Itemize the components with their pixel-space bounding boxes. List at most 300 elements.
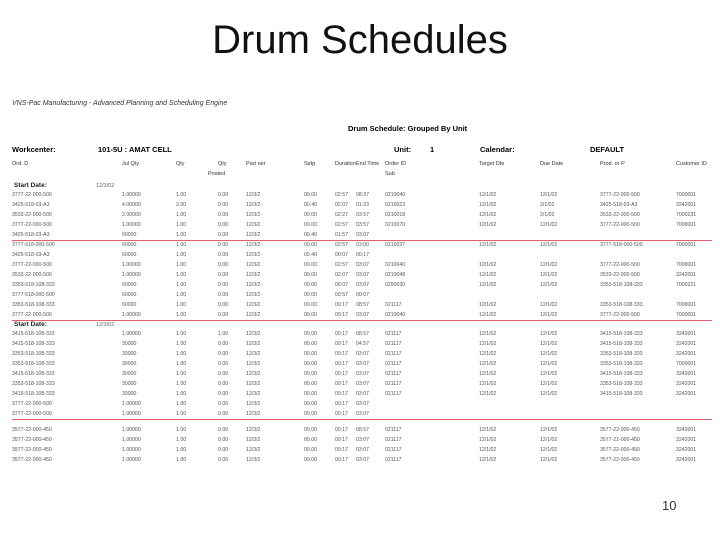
table-cell: 03:07 bbox=[356, 351, 369, 357]
table-row bbox=[12, 221, 712, 231]
company-header: VNS-Pac Manufacturing - Advanced Planning and Scheduling Engine bbox=[12, 100, 228, 107]
table-cell: 0.00 bbox=[218, 381, 229, 387]
table-cell: 12/3/2 bbox=[246, 447, 261, 453]
table-cell: 12/1/02 bbox=[479, 262, 497, 268]
start-date-label: Start Date: bbox=[14, 321, 47, 328]
table-cell: 12/1/02 bbox=[540, 331, 558, 337]
table-cell: 0210040 bbox=[385, 312, 406, 318]
table-cell: 0.00 bbox=[218, 192, 229, 198]
table-cell: 3425-518-03-A3 bbox=[600, 202, 638, 208]
table-cell: 00.40 bbox=[304, 232, 317, 238]
table-cell: 00.00 bbox=[304, 292, 317, 298]
table-cell: 00:17 bbox=[335, 381, 348, 387]
table-cell: 08:37 bbox=[356, 192, 369, 198]
table-row bbox=[12, 251, 712, 261]
column-header: End Time bbox=[356, 161, 380, 167]
table-cell: 60000 bbox=[122, 282, 137, 288]
table-cell: 3577-22-000-450 bbox=[600, 437, 640, 443]
table-cell: 00.00 bbox=[304, 341, 317, 347]
table-cell: 3242001 bbox=[676, 331, 697, 337]
column-header: Customer ID bbox=[676, 161, 707, 167]
table-cell: 30000 bbox=[122, 381, 137, 387]
column-header: Target Dte bbox=[479, 161, 505, 167]
table-cell: 021117 bbox=[385, 371, 402, 377]
table-cell: 12/1/02 bbox=[479, 212, 497, 218]
table-cell: 60000 bbox=[122, 242, 137, 248]
table-cell: 03:07 bbox=[356, 411, 369, 417]
table-cell: 0.00 bbox=[218, 371, 229, 377]
table-cell: 3425-518-03-A3 bbox=[12, 252, 50, 258]
table-cell: 3777-22-000-500 bbox=[12, 222, 52, 228]
table-cell: 021117 bbox=[385, 331, 402, 337]
table-cell: 30000 bbox=[122, 341, 137, 347]
table-row bbox=[12, 446, 712, 456]
table-cell: 03:07 bbox=[356, 312, 369, 318]
table-cell: 12/3/2 bbox=[246, 361, 261, 367]
table-cell: 08:57 bbox=[356, 427, 369, 433]
table-cell: 021117 bbox=[385, 351, 402, 357]
table-cell: 08:57 bbox=[356, 331, 369, 337]
table-cell: 12/1/02 bbox=[479, 457, 497, 463]
table-cell: 00.00 bbox=[304, 242, 317, 248]
table-cell: 021117 bbox=[385, 447, 402, 453]
table-cell: 2.00000 bbox=[122, 212, 141, 218]
table-cell: 3353-518-108-333 bbox=[600, 302, 643, 308]
table-cell: 3415-518-108-333 bbox=[600, 331, 643, 337]
table-cell: 12/1/02 bbox=[540, 341, 558, 347]
table-cell: 03:07 bbox=[356, 437, 369, 443]
table-cell: 00.00 bbox=[304, 427, 317, 433]
column-header: Qty bbox=[218, 161, 227, 167]
table-cell: 1.00 bbox=[176, 292, 187, 298]
table-cell: 1.00 bbox=[176, 381, 187, 387]
table-cell: 3353-518-108-333 bbox=[600, 282, 643, 288]
table-cell: 02:07 bbox=[335, 272, 348, 278]
table-cell: 00:17 bbox=[335, 437, 348, 443]
table-cell: 12/1/02 bbox=[540, 427, 558, 433]
table-cell: 30000 bbox=[122, 361, 137, 367]
table-cell: 12/1/02 bbox=[479, 447, 497, 453]
table-cell: 12/1/02 bbox=[479, 361, 497, 367]
table-cell: 3242001 bbox=[676, 371, 697, 377]
table-cell: 03:07 bbox=[356, 381, 369, 387]
workcenter-value: 101-5U : AMAT CELL bbox=[98, 145, 172, 154]
table-cell: 60000 bbox=[122, 302, 137, 308]
table-cell: 7000001 bbox=[676, 192, 697, 198]
table-cell: 00:17 bbox=[335, 351, 348, 357]
table-cell: 2/1/02 bbox=[540, 202, 555, 208]
table-cell: 12/3/2 bbox=[246, 381, 261, 387]
table-cell: 0.00 bbox=[218, 437, 229, 443]
table-cell: 12/3/2 bbox=[246, 331, 261, 337]
table-cell: 12/1/02 bbox=[540, 242, 558, 248]
table-cell: 3242001 bbox=[676, 381, 697, 387]
table-cell: 03:07 bbox=[356, 371, 369, 377]
start-date-value: 12/3/02 bbox=[96, 322, 115, 328]
table-cell: 12/1/02 bbox=[540, 361, 558, 367]
table-cell: 0.00 bbox=[218, 312, 229, 318]
table-cell: 0.00 bbox=[218, 411, 229, 417]
table-cell: 12/1/02 bbox=[540, 222, 558, 228]
table-row bbox=[12, 380, 712, 390]
table-cell: 0.00 bbox=[218, 361, 229, 367]
table-cell: 00.00 bbox=[304, 361, 317, 367]
table-cell: 1.00000 bbox=[122, 312, 141, 318]
table-cell: 12/1/02 bbox=[479, 242, 497, 248]
calendar-value: DEFAULT bbox=[590, 145, 625, 154]
table-cell: 12/1/02 bbox=[479, 341, 497, 347]
table-cell: 3577-22-000-450 bbox=[12, 447, 52, 453]
table-cell: 00.00 bbox=[304, 401, 317, 407]
table-cell: 7000221 bbox=[676, 282, 697, 288]
table-cell: 0.00 bbox=[218, 351, 229, 357]
table-cell: 12/3/2 bbox=[246, 282, 261, 288]
table-cell: 0.00 bbox=[218, 212, 229, 218]
table-row bbox=[12, 370, 712, 380]
table-cell: 12/1/02 bbox=[479, 302, 497, 308]
table-cell: 12/1/02 bbox=[479, 192, 497, 198]
table-cell: 0290030 bbox=[385, 282, 406, 288]
table-cell: 12/3/2 bbox=[246, 292, 261, 298]
table-cell: 12/1/02 bbox=[540, 457, 558, 463]
table-cell: 12/1/02 bbox=[479, 202, 497, 208]
table-cell: 12/1/02 bbox=[479, 222, 497, 228]
table-cell: 00:17 bbox=[356, 252, 369, 258]
table-cell: 4.00000 bbox=[122, 202, 141, 208]
table-cell: 0.00 bbox=[218, 272, 229, 278]
table-cell: 00:17 bbox=[335, 361, 348, 367]
table-cell: 3415-518-108-333 bbox=[12, 341, 55, 347]
table-cell: 12/1/02 bbox=[479, 437, 497, 443]
table-cell: 12/3/2 bbox=[246, 232, 261, 238]
column-subheader: Posted bbox=[208, 171, 226, 177]
table-row bbox=[12, 291, 712, 301]
table-cell: 60000 bbox=[122, 232, 137, 238]
table-cell: 12/3/2 bbox=[246, 411, 261, 417]
column-header: Part ner bbox=[246, 161, 266, 167]
page-number: 10 bbox=[662, 498, 677, 513]
table-cell: 0.00 bbox=[218, 262, 229, 268]
table-cell: 00:17 bbox=[335, 302, 348, 308]
table-cell: 1.00 bbox=[176, 351, 187, 357]
table-cell: 3777-22-000-500 bbox=[600, 312, 640, 318]
table-cell: 00.00 bbox=[304, 331, 317, 337]
table-cell: 60000 bbox=[122, 292, 137, 298]
table-row bbox=[12, 281, 712, 291]
table-cell: 00.00 bbox=[304, 391, 317, 397]
table-cell: 00.00 bbox=[304, 282, 317, 288]
start-date-label: Start Date: bbox=[14, 182, 47, 189]
table-cell: 12/1/02 bbox=[540, 282, 558, 288]
table-cell: 02:57 bbox=[335, 242, 348, 248]
table-cell: 3777-518-000-500 bbox=[12, 242, 55, 248]
table-cell: 00:07 bbox=[335, 252, 348, 258]
table-cell: 06:07 bbox=[335, 282, 348, 288]
table-cell: 00:17 bbox=[335, 312, 348, 318]
table-cell: 03:07 bbox=[356, 447, 369, 453]
table-cell: 3777-22-000-500 bbox=[12, 312, 52, 318]
table-cell: 0.00 bbox=[218, 222, 229, 228]
table-cell: 1.00 bbox=[176, 391, 187, 397]
table-cell: 0.00 bbox=[218, 292, 229, 298]
report-title: Drum Schedule: Grouped By Unit bbox=[348, 124, 468, 133]
table-cell: 12/3/2 bbox=[246, 427, 261, 433]
table-cell: 00:17 bbox=[335, 371, 348, 377]
table-cell: 0210040 bbox=[385, 192, 406, 198]
table-cell: 1.00 bbox=[176, 411, 187, 417]
table-cell: 3777-22-000-500 bbox=[600, 192, 640, 198]
table-cell: 00:57 bbox=[335, 292, 348, 298]
table-cell: 12/3/2 bbox=[246, 351, 261, 357]
table-cell: 021117 bbox=[385, 437, 402, 443]
table-cell: 021117 bbox=[385, 302, 402, 308]
table-cell: 01:57 bbox=[335, 232, 348, 238]
table-cell: 02:27 bbox=[335, 212, 348, 218]
table-cell: 03:07 bbox=[356, 457, 369, 463]
table-cell: 12/1/02 bbox=[479, 272, 497, 278]
table-cell: 12/3/2 bbox=[246, 242, 261, 248]
table-cell: 3353-518-108-333 bbox=[600, 381, 643, 387]
table-cell: 7000001 bbox=[676, 302, 697, 308]
table-cell: 3777-22-000-500 bbox=[12, 192, 52, 198]
table-cell: 1.00 bbox=[176, 437, 187, 443]
table-row bbox=[12, 211, 712, 221]
table-cell: 0210023 bbox=[385, 202, 406, 208]
table-cell: 08:57 bbox=[356, 302, 369, 308]
table-row bbox=[12, 360, 712, 370]
table-cell: 021117 bbox=[385, 341, 402, 347]
table-cell: 3415-518-108-333 bbox=[600, 391, 643, 397]
table-cell: 12/1/02 bbox=[479, 391, 497, 397]
table-cell: 3242001 bbox=[676, 351, 697, 357]
table-cell: 3353-518-108-333 bbox=[12, 302, 55, 308]
table-cell: 7000001 bbox=[676, 361, 697, 367]
table-cell: 12/1/02 bbox=[479, 282, 497, 288]
table-cell: 30000 bbox=[122, 371, 137, 377]
table-cell: 1.00 bbox=[176, 447, 187, 453]
table-row bbox=[12, 261, 712, 271]
table-cell: 00.00 bbox=[304, 447, 317, 453]
table-cell: 00:17 bbox=[335, 447, 348, 453]
table-cell: 12/3/2 bbox=[246, 401, 261, 407]
table-cell: 12/1/02 bbox=[540, 272, 558, 278]
table-cell: 1.00 bbox=[176, 192, 187, 198]
table-cell: 3242001 bbox=[676, 272, 697, 278]
table-cell: 12/3/2 bbox=[246, 202, 261, 208]
table-cell: 12/3/2 bbox=[246, 457, 261, 463]
table-cell: 1.00000 bbox=[122, 262, 141, 268]
table-cell: 3777-22-000-500 bbox=[600, 262, 640, 268]
table-cell: 3415-518-108-333 bbox=[600, 371, 643, 377]
table-cell: 3353-518-108-333 bbox=[12, 381, 55, 387]
table-cell: 02:57 bbox=[335, 222, 348, 228]
report-page bbox=[12, 100, 712, 520]
table-cell: 00:17 bbox=[335, 331, 348, 337]
table-cell: 3415-518-108-333 bbox=[12, 391, 55, 397]
table-cell: 00:17 bbox=[335, 341, 348, 347]
table-cell: 1.00000 bbox=[122, 457, 141, 463]
table-row bbox=[12, 271, 712, 281]
table-cell: 60000 bbox=[122, 252, 137, 258]
table-cell: 1.00 bbox=[176, 312, 187, 318]
table-cell: 12/1/02 bbox=[540, 351, 558, 357]
column-header: Due Date bbox=[540, 161, 564, 167]
table-cell: 12/3/2 bbox=[246, 272, 261, 278]
table-row bbox=[12, 426, 712, 436]
table-cell: 00.00 bbox=[304, 302, 317, 308]
table-cell: 00.00 bbox=[304, 437, 317, 443]
table-cell: 0.00 bbox=[218, 302, 229, 308]
table-cell: 0.00 bbox=[218, 401, 229, 407]
table-cell: 0.00 bbox=[218, 282, 229, 288]
table-cell: 0.00 bbox=[218, 232, 229, 238]
table-cell: 12/3/2 bbox=[246, 252, 261, 258]
table-cell: 3777-518-000-500 bbox=[12, 292, 55, 298]
row-separator bbox=[12, 320, 712, 321]
table-cell: 3415-518-108-333 bbox=[12, 331, 55, 337]
table-cell: 1.00000 bbox=[122, 401, 141, 407]
table-cell: 03:07 bbox=[356, 232, 369, 238]
table-cell: 12/1/02 bbox=[479, 427, 497, 433]
table-cell: 00.00 bbox=[304, 192, 317, 198]
table-cell: 0.00 bbox=[218, 391, 229, 397]
table-cell: 0210048 bbox=[385, 272, 406, 278]
table-cell: 3353-518-108-333 bbox=[600, 361, 643, 367]
table-cell: 1.00000 bbox=[122, 411, 141, 417]
table-cell: 3425-518-03-A3 bbox=[12, 202, 50, 208]
table-cell: 1.00 bbox=[176, 262, 187, 268]
table-cell: 3777-22-000-500 bbox=[12, 262, 52, 268]
table-cell: 00.00 bbox=[304, 381, 317, 387]
table-cell: 03:07 bbox=[356, 391, 369, 397]
table-cell: 12/1/02 bbox=[540, 447, 558, 453]
table-cell: 12/3/2 bbox=[246, 192, 261, 198]
table-row bbox=[12, 456, 712, 466]
table-cell: 0210018 bbox=[385, 212, 406, 218]
table-cell: 7000001 bbox=[676, 222, 697, 228]
table-row bbox=[12, 241, 712, 251]
table-cell: 1.00 bbox=[176, 302, 187, 308]
table-cell: 00.00 bbox=[304, 262, 317, 268]
row-separator bbox=[12, 419, 712, 420]
table-cell: 7000001 bbox=[676, 262, 697, 268]
table-cell: 1.00000 bbox=[122, 331, 141, 337]
table-cell: 0210070 bbox=[385, 222, 406, 228]
table-cell: 02:57 bbox=[335, 262, 348, 268]
table-cell: 3242001 bbox=[676, 202, 697, 208]
table-cell: 12/1/02 bbox=[540, 381, 558, 387]
table-cell: 3777-518-000-500 bbox=[600, 242, 643, 248]
table-cell: 00:07 bbox=[356, 292, 369, 298]
table-cell: 3353-518-108-333 bbox=[12, 282, 55, 288]
table-cell: 3577-22-000-450 bbox=[600, 427, 640, 433]
table-cell: 12/1/02 bbox=[540, 437, 558, 443]
table-cell: 3353-518-108-333 bbox=[12, 351, 55, 357]
start-date-value: 12/3/02 bbox=[96, 183, 115, 189]
table-cell: 1.00 bbox=[176, 232, 187, 238]
table-cell: 1.00 bbox=[176, 331, 187, 337]
table-cell: 03:57 bbox=[356, 212, 369, 218]
table-cell: 3577-22-000-450 bbox=[600, 457, 640, 463]
table-cell: 3777-22-000-500 bbox=[600, 222, 640, 228]
table-cell: 03:07 bbox=[356, 272, 369, 278]
column-header: Jul Qty bbox=[122, 161, 140, 167]
table-cell: 1.00 bbox=[176, 371, 187, 377]
table-row bbox=[12, 330, 712, 340]
table-cell: 021117 bbox=[385, 457, 402, 463]
table-cell: 00.00 bbox=[304, 371, 317, 377]
table-cell: 3577-22-000-450 bbox=[12, 457, 52, 463]
table-cell: 1.00 bbox=[176, 361, 187, 367]
table-cell: 1.00 bbox=[176, 272, 187, 278]
calendar-label: Calendar: bbox=[480, 145, 515, 154]
table-cell: 0.00 bbox=[218, 202, 229, 208]
table-cell: 021117 bbox=[385, 361, 402, 367]
table-cell: 00.40 bbox=[304, 202, 317, 208]
table-cell: 12/1/02 bbox=[479, 351, 497, 357]
table-row bbox=[12, 301, 712, 311]
table-cell: 3242001 bbox=[676, 447, 697, 453]
table-cell: 0210037 bbox=[385, 242, 406, 248]
table-row bbox=[12, 191, 712, 201]
table-cell: 00.00 bbox=[304, 351, 317, 357]
table-cell: 1.00000 bbox=[122, 427, 141, 433]
table-cell: 3533-22-000-500 bbox=[12, 272, 52, 278]
table-cell: 12/3/2 bbox=[246, 212, 261, 218]
table-cell: 04:57 bbox=[356, 341, 369, 347]
table-cell: 1.00000 bbox=[122, 437, 141, 443]
table-cell: 3533-22-000-500 bbox=[600, 212, 640, 218]
slide-title: Drum Schedules bbox=[212, 18, 508, 62]
table-cell: 3577-22-000-450 bbox=[600, 447, 640, 453]
table-cell: 03:00 bbox=[356, 242, 369, 248]
column-header: Ord. D bbox=[12, 161, 29, 167]
table-cell: 7000001 bbox=[676, 242, 697, 248]
table-cell: 1.00000 bbox=[122, 192, 141, 198]
table-cell: 03:07 bbox=[356, 262, 369, 268]
table-row bbox=[12, 390, 712, 400]
table-cell: 1.00 bbox=[176, 212, 187, 218]
table-cell: 3777-22-000-500 bbox=[12, 401, 52, 407]
table-cell: 00.00 bbox=[304, 411, 317, 417]
table-cell: 0.00 bbox=[218, 427, 229, 433]
table-cell: 00.00 bbox=[304, 457, 317, 463]
table-cell: 00.00 bbox=[304, 212, 317, 218]
column-subheader: Sub bbox=[385, 171, 395, 177]
table-cell: 1.00 bbox=[176, 252, 187, 258]
table-cell: 1.00 bbox=[176, 282, 187, 288]
table-cell: 1.00 bbox=[176, 242, 187, 248]
table-cell: 12/1/02 bbox=[540, 192, 558, 198]
table-cell: 00:17 bbox=[335, 427, 348, 433]
table-cell: 12/1/02 bbox=[540, 312, 558, 318]
table-cell: 00.40 bbox=[304, 252, 317, 258]
table-cell: 12/1/02 bbox=[479, 381, 497, 387]
table-cell: 03:57 bbox=[356, 222, 369, 228]
table-cell: 12/3/2 bbox=[246, 262, 261, 268]
table-cell: 3353-518-108-333 bbox=[12, 361, 55, 367]
table-cell: 1.00 bbox=[176, 341, 187, 347]
table-cell: 2/1/02 bbox=[540, 212, 555, 218]
table-cell: 3777-22-000-500 bbox=[12, 411, 52, 417]
table-cell: 02:07 bbox=[335, 202, 348, 208]
table-cell: 30000 bbox=[122, 351, 137, 357]
table-row bbox=[12, 436, 712, 446]
table-cell: 12/1/02 bbox=[540, 302, 558, 308]
table-cell: 0.00 bbox=[218, 252, 229, 258]
column-header: Duration bbox=[335, 161, 356, 167]
table-cell: 00:17 bbox=[335, 457, 348, 463]
